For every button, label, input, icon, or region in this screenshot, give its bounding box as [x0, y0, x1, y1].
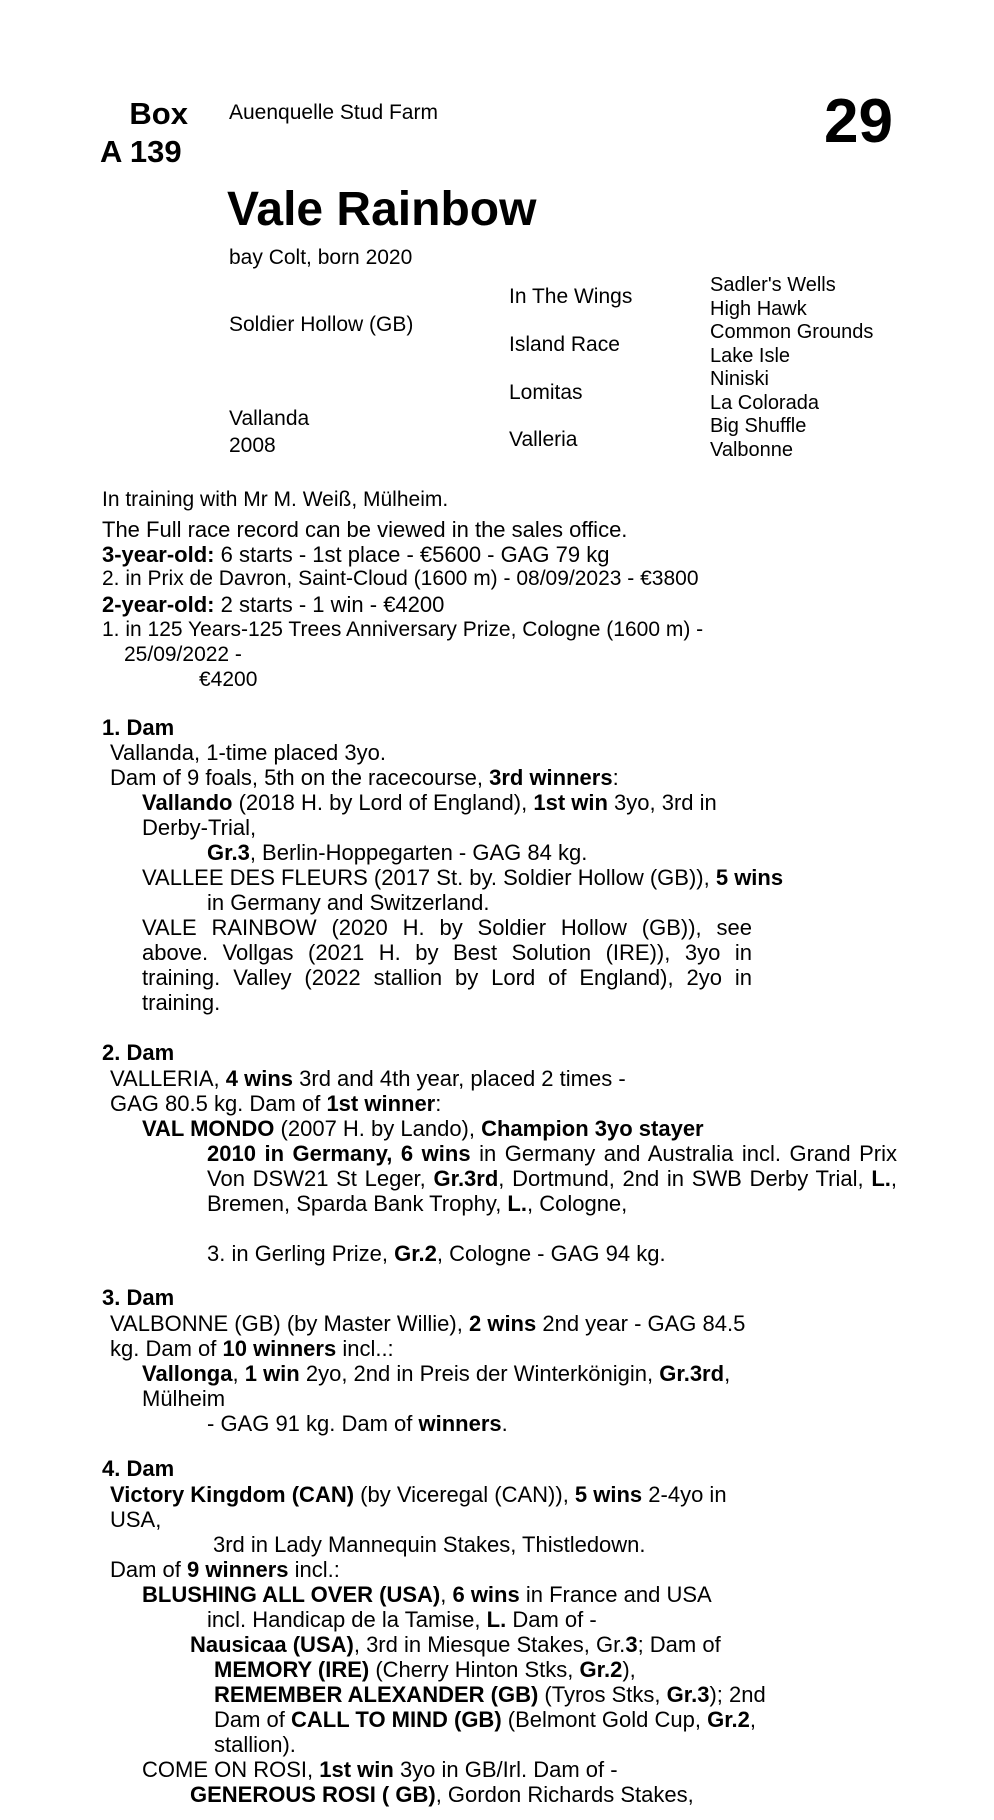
dam-year: 2008 — [229, 434, 276, 457]
dam-4-memory: MEMORY (IRE) (Cherry Hinton Stks, Gr.2), — [214, 1657, 636, 1682]
two-year-old-race-prize: €4200 — [199, 668, 258, 691]
training-note: In training with Mr M. Weiß, Mülheim. — [102, 488, 449, 511]
horse-description: bay Colt, born 2020 — [229, 246, 413, 269]
dam-3-line1: VALBONNE (GB) (by Master Willie), 2 wins 2nd year - GAG 84.5 — [110, 1311, 746, 1336]
dam-1-produce: Dam of 9 foals, 5th on the racecourse, 3rd winners: — [110, 765, 619, 790]
sire-dam: Island Race — [509, 333, 620, 356]
dam-2-line1: VALLERIA, 4 wins 3rd and 4th year, placed 2 times - — [110, 1066, 626, 1091]
dam-4-line2: USA, — [110, 1507, 162, 1532]
dam-3-vallonga-cont: Mülheim — [142, 1386, 226, 1411]
dam-dam: Valleria — [509, 428, 578, 451]
two-year-old-race-date: 25/09/2022 - — [124, 643, 242, 666]
box-number: A 139 — [100, 134, 182, 169]
horse-name: Vale Rainbow — [227, 183, 537, 236]
dam-1-line: Vallanda, 1-time placed 3yo. — [110, 740, 386, 765]
full-record-note: The Full race record can be viewed in the sales office. — [102, 517, 628, 542]
dam-4-line4: Dam of 9 winners incl.: — [110, 1557, 340, 1582]
dam-2-val-mondo-record: 2010 in Germany, 6 wins in Germany and Australia incl. Grand Prix Von DSW21 St Leger, Gr.3rd, Dortmund, 2nd in SWB Derby Trial, L., Bremen, Sparda Bank Trophy, L., Cologne, — [207, 1141, 898, 1216]
vendor-name: Auenquelle Stud Farm — [229, 101, 438, 124]
dam-4-come-on-rosi: COME ON ROSI, 1st win 3yo in GB/Irl. Dam of - — [142, 1757, 618, 1782]
dam-1-vallee-cont: in Germany and Switzerland. — [207, 890, 490, 915]
dam-2-val-mondo-gerling: 3. in Gerling Prize, Gr.2, Cologne - GAG 94 kg. — [207, 1241, 666, 1266]
dam-4-generous-rosi: GENEROUS ROSI ( GB), Gordon Richards Stakes, — [190, 1782, 694, 1807]
dam-4-line3: 3rd in Lady Mannequin Stakes, Thistledown. — [213, 1532, 646, 1557]
dam-4-remember: REMEMBER ALEXANDER (GB) (Tyros Stks, Gr.3); 2nd — [214, 1682, 766, 1707]
dam-3-line2: kg. Dam of 10 winners incl..: — [110, 1336, 394, 1361]
three-year-old-summary: 3-year-old: 6 starts - 1st place - €5600 - GAG 79 kg — [102, 542, 610, 567]
lot-number: 29 — [824, 87, 893, 156]
dam-2-heading: 2. Dam — [102, 1040, 175, 1065]
sire-sire: In The Wings — [509, 285, 633, 308]
gen3-7: Big Shuffle — [710, 415, 807, 437]
gen3-1: Sadler's Wells — [710, 274, 836, 296]
dam-4-blushing-cont: incl. Handicap de la Tamise, L. Dam of - — [207, 1607, 597, 1632]
dam-4-nausicaa: Nausicaa (USA), 3rd in Miesque Stakes, Gr.3; Dam of — [190, 1632, 721, 1657]
dam-1-vallee: VALLEE DES FLEURS (2017 St. by. Soldier Hollow (GB)), 5 wins — [142, 865, 784, 890]
dam-sire: Lomitas — [509, 381, 583, 404]
dam-3-vallonga-cont2: - GAG 91 kg. Dam of winners. — [207, 1411, 508, 1436]
box-label: Box — [129, 96, 188, 131]
dam-2-val-mondo: VAL MONDO (2007 H. by Lando), Champion 3yo stayer — [142, 1116, 704, 1141]
gen3-6: La Colorada — [710, 392, 819, 414]
dam-4-call-to-mind: Dam of CALL TO MIND (GB) (Belmont Gold Cup, Gr.2, — [214, 1707, 757, 1732]
gen3-4: Lake Isle — [710, 345, 791, 367]
dam-4-blushing: BLUSHING ALL OVER (USA), 6 wins in France and USA — [142, 1582, 712, 1607]
dam-3-heading: 3. Dam — [102, 1285, 175, 1310]
dam-4-heading: 4. Dam — [102, 1456, 175, 1481]
dam-2-line2: GAG 80.5 kg. Dam of 1st winner: — [110, 1091, 442, 1116]
gen3-5: Niniski — [710, 368, 769, 390]
dam-1-vallando: Vallando (2018 H. by Lord of England), 1st win 3yo, 3rd in — [142, 790, 717, 815]
gen3-3: Common Grounds — [710, 321, 874, 343]
sire: Soldier Hollow (GB) — [229, 313, 414, 336]
gen3-8: Valbonne — [710, 439, 794, 461]
dam: Vallanda — [229, 407, 310, 430]
two-year-old-race: 1. in 125 Years-125 Trees Anniversary Prize, Cologne (1600 m) - — [102, 618, 704, 641]
dam-1-vale-rainbow: VALE RAINBOW (2020 H. by Soldier Hollow (GB)), see above. Vollgas (2021 H. by Best Solution (IRE)), 3yo in training. Valley (2022 stallion by Lord of England), 2yo in training. — [142, 915, 752, 1015]
three-year-old-race: 2. in Prix de Davron, Saint-Cloud (1600 m) - 08/09/2023 - €3800 — [102, 567, 699, 590]
dam-1-vallando-cont: Derby-Trial, — [142, 815, 257, 840]
dam-4-line1: Victory Kingdom (CAN) (by Viceregal (CAN)), 5 wins 2-4yo in — [110, 1482, 727, 1507]
dam-1-heading: 1. Dam — [102, 715, 175, 740]
dam-4-stallion: stallion). — [214, 1732, 296, 1757]
two-year-old-summary: 2-year-old: 2 starts - 1 win - €4200 — [102, 592, 445, 617]
dam-3-vallonga: Vallonga, 1 win 2yo, 2nd in Preis der Winterkönigin, Gr.3rd, — [142, 1361, 731, 1386]
gen3-2: High Hawk — [710, 298, 807, 320]
dam-1-vallando-cont2: Gr.3, Berlin-Hoppegarten - GAG 84 kg. — [207, 840, 588, 865]
